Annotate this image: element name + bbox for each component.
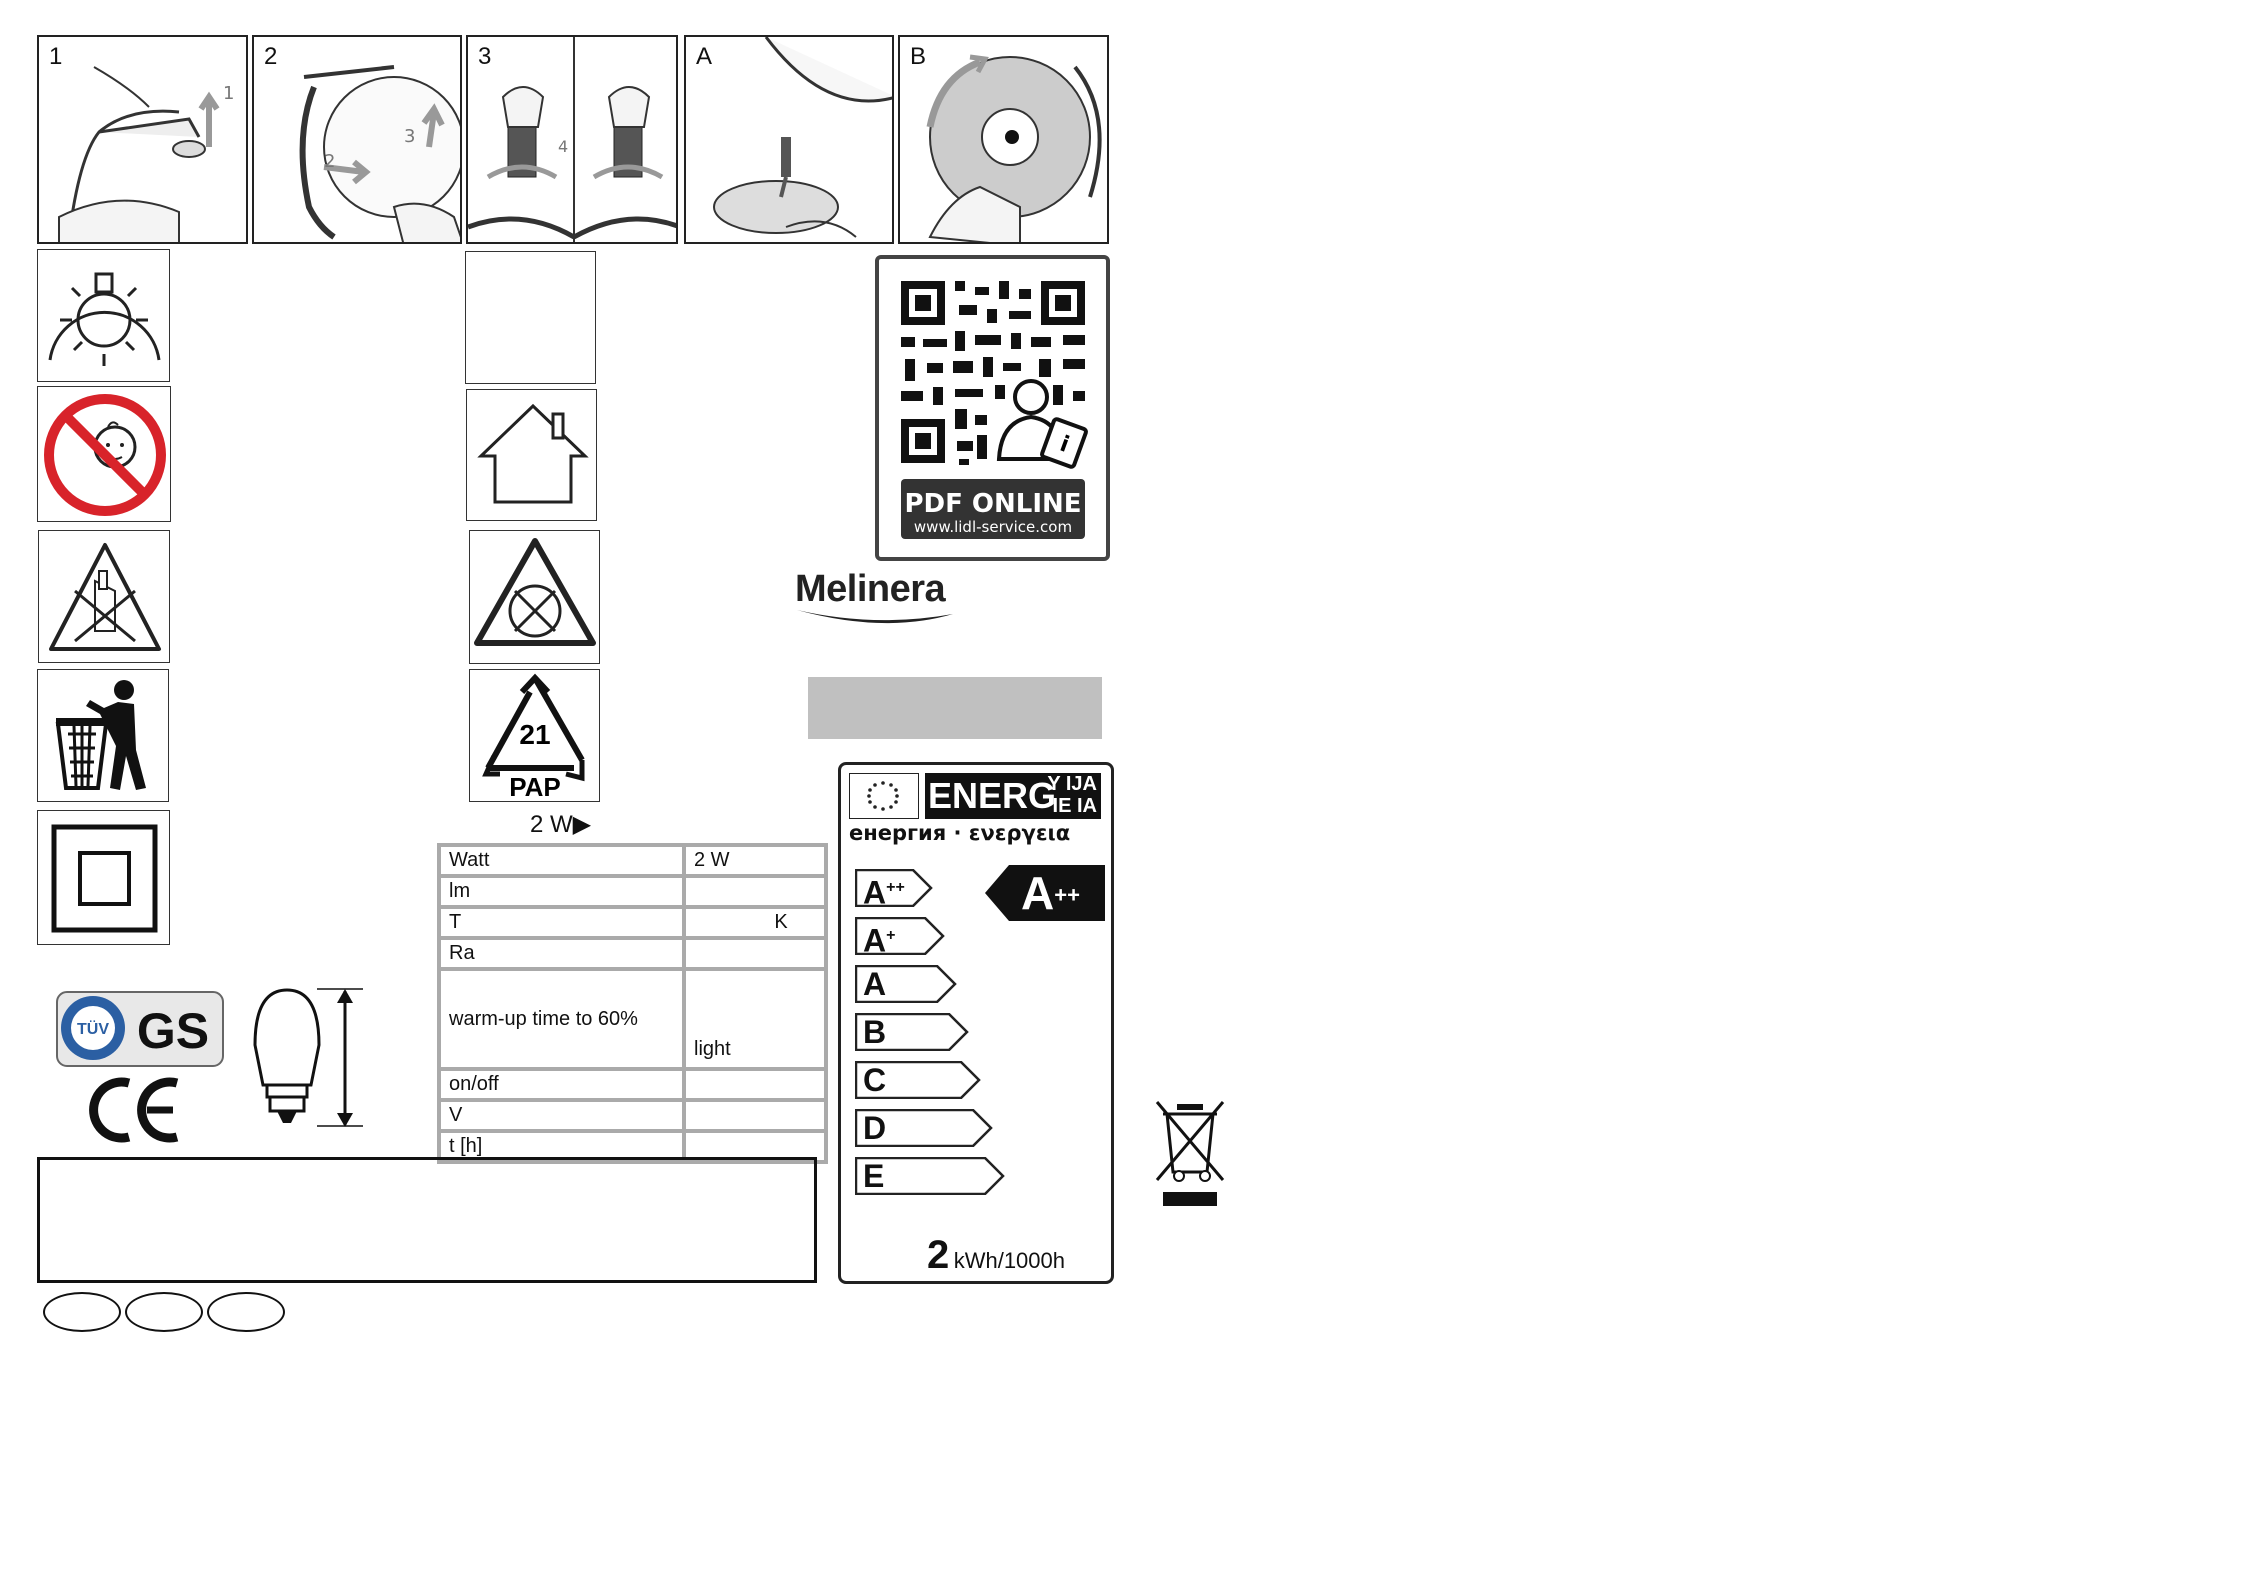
spec-label: T xyxy=(441,909,682,936)
spec-value: 2 W xyxy=(686,847,824,874)
bulb-dimension-icon xyxy=(245,985,365,1130)
spec-table xyxy=(437,843,828,1164)
spec-value: light xyxy=(686,971,824,1067)
trash-person-icon xyxy=(37,669,169,802)
spec-value xyxy=(686,878,824,905)
hand-warning-icon xyxy=(38,530,170,663)
empty-text-box xyxy=(37,1157,817,1283)
step-1-illustration xyxy=(39,37,248,244)
gs-text: GS xyxy=(136,1003,210,1059)
energy-label xyxy=(838,762,1114,1284)
step-number: B xyxy=(910,43,927,70)
energy-class-sup: ++ xyxy=(886,879,905,896)
qr-url[interactable]: www.lidl-service.com xyxy=(913,518,1073,536)
spec-label: on/off xyxy=(441,1071,682,1098)
energy-class-letter: A xyxy=(863,922,887,959)
energy-header xyxy=(925,773,1101,819)
eu-flag-icon xyxy=(849,773,919,819)
energy-class-bar xyxy=(855,1061,981,1099)
energy-rating-arrow xyxy=(985,865,1105,921)
country-oval xyxy=(43,1292,121,1332)
no-dimmer-icon xyxy=(469,530,600,664)
tuv-text: TÜV xyxy=(77,1021,109,1038)
step-number: 3 xyxy=(478,43,492,70)
qr-code-panel[interactable] xyxy=(875,255,1110,561)
energy-class-letter: C xyxy=(863,1062,887,1098)
double-insulation-icon xyxy=(37,810,170,945)
energy-class-letter: E xyxy=(863,1158,885,1194)
step-number: 1 xyxy=(49,43,63,70)
consumption-value: 2 xyxy=(927,1233,950,1277)
step-panel-B xyxy=(898,35,1109,244)
energy-class-bar xyxy=(855,917,945,959)
step-panel-3 xyxy=(466,35,678,244)
step-number: A xyxy=(696,43,713,70)
blank-box xyxy=(465,251,596,384)
spec-label: V xyxy=(441,1102,682,1129)
arrow-label: 3 xyxy=(404,126,416,147)
country-oval xyxy=(125,1292,203,1332)
energy-header-main: ENERG xyxy=(928,775,1057,816)
tuv-gs-logo xyxy=(55,990,225,1068)
step-panel-2 xyxy=(252,35,462,244)
table-row xyxy=(441,1133,824,1160)
qr-code-icon xyxy=(879,259,1106,557)
wattage-label: 2 W▶ xyxy=(530,811,592,838)
spec-label: lm xyxy=(441,878,682,905)
energy-rating: A xyxy=(1021,867,1055,919)
energy-class-letter: D xyxy=(863,1110,887,1146)
table-row xyxy=(441,940,824,967)
table-row xyxy=(441,1102,824,1129)
energy-class-bar xyxy=(855,965,957,1003)
energy-class-bar xyxy=(855,1013,969,1051)
arrow-label: 4 xyxy=(558,137,569,156)
table-row xyxy=(441,878,824,905)
table-row xyxy=(441,971,824,1067)
energy-header-suffix-bottom: IE IA xyxy=(1052,795,1097,817)
house-indoor-icon xyxy=(466,389,597,521)
table-row xyxy=(441,1071,824,1098)
energy-class-bar xyxy=(855,1157,1005,1195)
energy-class-letter: B xyxy=(863,1014,887,1050)
energy-class-bar xyxy=(855,869,933,911)
table-row xyxy=(441,847,824,874)
recycle-pap-icon xyxy=(469,669,600,802)
brand-name: Melinera xyxy=(795,568,946,610)
energy-class-letter: A xyxy=(863,966,887,1002)
spec-value xyxy=(686,1133,824,1160)
spec-value xyxy=(686,1071,824,1098)
energy-class-sup: + xyxy=(886,927,896,944)
spec-label: warm-up time to 60% xyxy=(441,971,682,1067)
recycle-code: PAP xyxy=(509,772,561,802)
energy-consumption xyxy=(927,1233,1065,1278)
step-3-illustration xyxy=(468,37,678,244)
ce-mark-icon xyxy=(85,1075,185,1145)
step-B-illustration xyxy=(900,37,1109,244)
spec-label: t [h] xyxy=(441,1133,682,1160)
arrow-label: 1 xyxy=(223,83,235,104)
spec-value: K xyxy=(686,909,824,936)
energy-class-letter: A xyxy=(863,874,887,911)
arrow-label: 2 xyxy=(324,151,336,172)
qr-title: PDF ONLINE xyxy=(904,489,1082,519)
spec-value xyxy=(686,1102,824,1129)
step-panel-A xyxy=(684,35,894,244)
energy-subtitle: енергия · ενεργεια xyxy=(849,821,1071,845)
step-A-illustration xyxy=(686,37,894,244)
step-panel-1 xyxy=(37,35,248,244)
consumption-unit: kWh/1000h xyxy=(953,1248,1065,1273)
country-oval xyxy=(207,1292,285,1332)
svg-text:i: i xyxy=(1056,431,1073,458)
spec-label: Ra xyxy=(441,940,682,967)
recycle-number: 21 xyxy=(519,719,551,750)
brand-logo xyxy=(795,568,965,630)
no-children-icon xyxy=(37,386,171,522)
step-number: 2 xyxy=(264,43,278,70)
energy-rating-sup: ++ xyxy=(1054,882,1080,908)
spec-label: Watt xyxy=(441,847,682,874)
table-row xyxy=(441,909,824,936)
weee-bin-icon xyxy=(1155,1100,1225,1212)
step-2-illustration xyxy=(254,37,462,244)
spec-value xyxy=(686,940,824,967)
gray-bar xyxy=(808,677,1102,739)
energy-class-bar xyxy=(855,1109,993,1147)
energy-header-suffix-top: Y IJA xyxy=(1047,773,1097,795)
light-bulb-icon xyxy=(37,249,170,382)
